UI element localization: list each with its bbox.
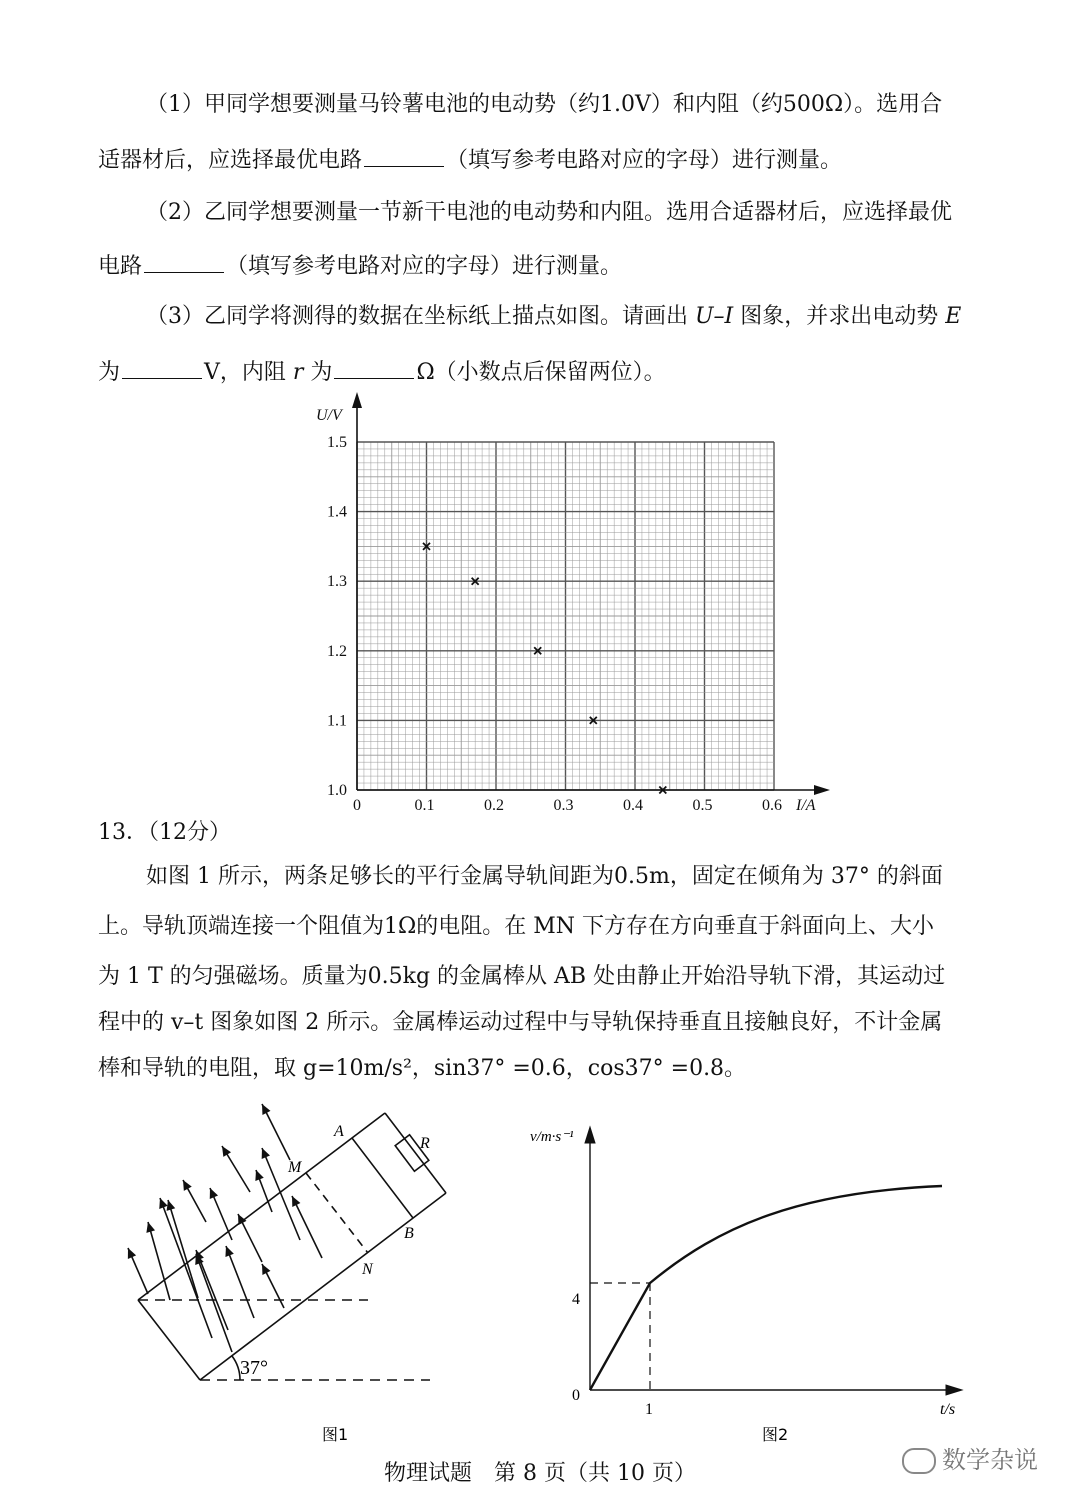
y-tick-label: 1.4	[327, 503, 347, 521]
arrowhead-icon	[255, 1170, 263, 1181]
q12-part3-text-c: 为	[98, 360, 121, 385]
q13-line2: 上。导轨顶端连接一个阻值为1Ω的电阻。在 MN 下方存在方向垂直于斜面向上、大小	[98, 914, 935, 939]
x-tick-label: 0	[353, 797, 361, 814]
x-axis-arrow-icon	[814, 785, 830, 795]
q12-part2-line1: （2）乙同学想要测量一节新干电池的电动势和内阻。选用合适器材后，应选择最优	[146, 200, 952, 225]
origin-label: 0	[572, 1387, 580, 1404]
rail-bottom-end	[138, 1300, 200, 1380]
y-tick-label: 1.3	[327, 573, 347, 591]
tick-4: 4	[572, 1291, 580, 1308]
x-tick-label: 0.1	[414, 797, 435, 814]
y-axis-label: U/V	[316, 407, 342, 424]
x-tick-label: 0.6	[762, 797, 782, 814]
arrowhead-icon	[159, 1198, 167, 1209]
figure-2	[585, 1127, 962, 1395]
y-tick-label: 1.0	[327, 782, 347, 799]
figure-1	[128, 1104, 446, 1380]
q12-part1-prefix: 适器材后，应选择最优电路	[98, 148, 363, 173]
label-m: M	[288, 1159, 302, 1176]
v-t-curve	[590, 1186, 942, 1390]
r-symbol: r	[292, 360, 304, 385]
field-arrow-icon	[292, 1196, 322, 1258]
y-axis-arrow-icon	[352, 392, 362, 408]
figure-2-caption: 图2	[762, 1425, 789, 1444]
arrowhead-icon	[225, 1246, 233, 1257]
q12-part2-suffix: （填写参考电路对应的字母）进行测量。	[226, 254, 623, 279]
rail-lower	[200, 1193, 446, 1380]
ui-chart	[316, 392, 830, 814]
x-tick-label: 0.4	[623, 797, 643, 814]
emf-symbol: E	[945, 304, 962, 329]
q13-line1: 如图 1 所示，两条足够长的平行金属导轨间距为0.5m，固定在倾角为 37° 的斜面	[146, 864, 943, 889]
x-tick-label: 0.2	[484, 797, 504, 814]
rail-top-end	[385, 1113, 446, 1193]
boundary-mn	[306, 1173, 368, 1253]
v-axis-arrow-icon	[585, 1127, 595, 1143]
q12-part3-text-d: V，内阻	[204, 360, 293, 385]
x-tick-label: 0.5	[692, 797, 713, 814]
q13-line5: 棒和导轨的电阻，取 g=10m/s²，sin37° =0.6，cos37° =0.8。	[98, 1056, 747, 1081]
q13-line3: 为 1 T 的匀强磁场。质量为0.5kg 的金属棒从 AB 处由静止开始沿导轨下滑，其运动过	[98, 964, 946, 989]
q12-part3-text-f: Ω（小数点后保留两位）。	[416, 360, 666, 385]
ui-symbol: U–I	[695, 304, 734, 329]
figure-1-caption: 图1	[322, 1425, 349, 1444]
y-tick-label: 1.2	[327, 642, 347, 660]
v-axis-label: v/m·s⁻¹	[530, 1129, 574, 1145]
x-tick-label: 0.3	[553, 797, 574, 814]
magnetic-field-arrows	[128, 1104, 322, 1352]
watermark-text: 数学杂说	[942, 1446, 1038, 1474]
field-arrow-icon	[196, 1254, 232, 1352]
field-arrow-icon	[168, 1200, 198, 1298]
angle-label: 37°	[240, 1357, 268, 1379]
field-arrow-icon	[148, 1222, 170, 1300]
y-tick-label: 1.1	[327, 712, 347, 730]
x-axis-label: I/A	[796, 797, 816, 814]
label-r: R	[420, 1135, 430, 1152]
q12-part1-suffix: （填写参考电路对应的字母）进行测量。	[446, 148, 843, 173]
q12-part2-prefix: 电路	[98, 254, 143, 279]
label-b: B	[404, 1225, 414, 1242]
rod-ab	[352, 1138, 413, 1218]
q12-part3-text-b: 图象，并求出电动势	[733, 304, 946, 329]
q12-part3-text-a: （3）乙同学将测得的数据在坐标纸上描点如图。请画出	[146, 304, 695, 329]
y-tick-label: 1.5	[327, 434, 347, 451]
rail-upper	[138, 1113, 385, 1300]
q12-part3-text-e: 为	[303, 360, 333, 385]
tick-1: 1	[645, 1401, 653, 1418]
field-arrow-icon	[226, 1246, 254, 1318]
q13-line4: 程中的 v–t 图象如图 2 所示。金属棒运动过程中与导轨保持垂直且接触良好，不计金属	[98, 1010, 943, 1035]
t-axis-label: t/s	[940, 1401, 956, 1418]
t-axis-arrow-icon	[946, 1385, 962, 1395]
q12-part1-line1: （1）甲同学想要测量马铃薯电池的电动势（约1.0V）和内阻（约500Ω）。选用合	[146, 92, 943, 117]
q13-header: 13．（12分）	[98, 820, 231, 845]
angle-arc	[232, 1356, 240, 1380]
arrowhead-icon	[167, 1200, 176, 1211]
watermark	[902, 1440, 1038, 1475]
page-footer: 物理试题 第 8 页（共 10 页）	[384, 1461, 696, 1486]
label-n: N	[362, 1261, 373, 1278]
wechat-icon	[902, 1448, 936, 1474]
label-a: A	[334, 1123, 344, 1140]
arrowhead-icon	[222, 1146, 231, 1157]
